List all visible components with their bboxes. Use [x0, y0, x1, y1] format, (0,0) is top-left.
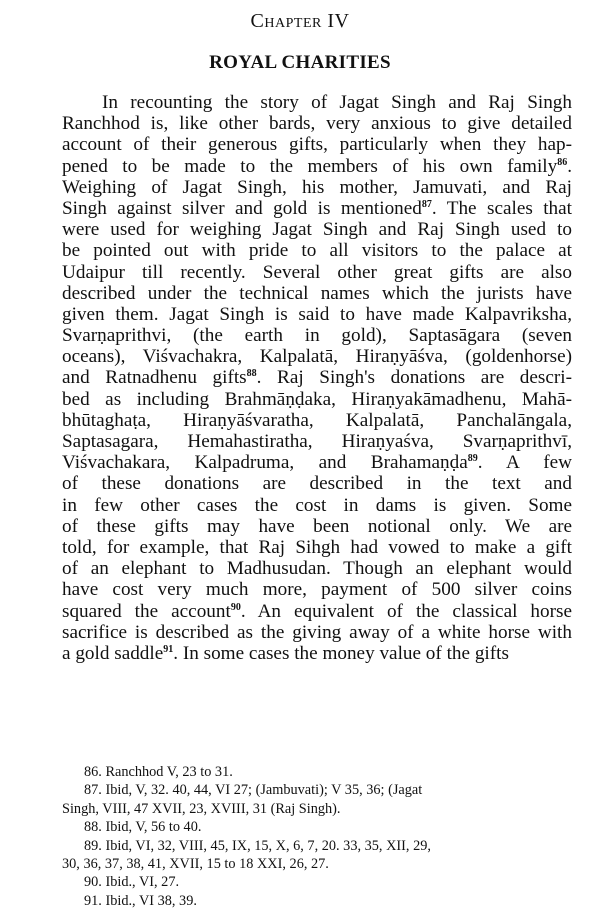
paragraph-line: [62, 283, 572, 304]
line-text: described under the technical names which the jurists have: [62, 282, 572, 304]
paragraph-line: [62, 219, 572, 240]
line-text-after: . A few: [477, 452, 572, 474]
paragraph-line: [62, 452, 572, 473]
line-text: told, for example, that Raj Sihgh had vowed to make a gift: [62, 536, 572, 558]
paragraph-line: [62, 389, 572, 410]
paragraph-line: [62, 240, 572, 261]
footnote-reference: 87: [421, 198, 432, 210]
paragraph-line: [62, 410, 572, 431]
line-text-after: . The scales that: [431, 197, 572, 219]
line-text: a gold saddle: [62, 642, 164, 664]
line-text: be pointed out with pride to all visitors to the palace at: [62, 240, 572, 262]
line-text: oceans), Viśvachakra, Kalpalatā, Hiraṇyāśva, (goldenhorse): [62, 346, 572, 368]
footnote: 87. Ibid, V, 32. 40, 44, VI 27; (Jambuvati); V 35, 36; (Jagat: [84, 782, 423, 799]
paragraph-line: [62, 558, 572, 579]
footnote: Singh, VIII, 47 XVII, 23, XVIII, 31 (Raj Singh).: [62, 800, 341, 817]
footnote-reference: 86: [557, 156, 568, 168]
line-text-after: .: [567, 155, 572, 177]
line-text: bed as including Brahmāṇḍaka, Hiraṇyakāmadhenu, Mahā-: [62, 388, 572, 410]
line-text: in few other cases the cost in dams is given. Some: [62, 494, 572, 516]
paragraph-line: [62, 113, 572, 134]
line-text: of an elephant to Madhusudan. Though an elephant would: [62, 558, 572, 580]
line-text-after: . In some cases the money value of the gifts: [173, 642, 509, 664]
line-text-after: . An equivalent of the classical horse: [240, 600, 572, 622]
line-text: Ranchhod is, like other bards, very anxious to give detailed: [62, 113, 572, 135]
line-text: Svarṇaprithvi, (the earth in gold), Saptasāgara (seven: [62, 325, 572, 347]
line-text: of these gifts may have been notional only. We are: [62, 515, 572, 537]
line-text: Udaipur till recently. Several other great gifts are also: [62, 261, 572, 283]
paragraph-line: [62, 516, 572, 537]
line-text: and Ratnadhenu gifts: [62, 367, 247, 389]
chapter-title: ROYAL CHARITIES: [209, 52, 391, 73]
line-text: were used for weighing Jagat Singh and Raj Singh used to: [62, 219, 572, 241]
line-text: account of their generous gifts, particularly when they hap-: [62, 134, 572, 156]
paragraph-line: [62, 156, 572, 177]
line-text: Weighing of Jagat Singh, his mother, Jamuvati, and Raj: [62, 176, 572, 198]
line-text: Viśvachakara, Kalpadruma, and Brahamaṇḍa: [62, 452, 468, 474]
paragraph-line: [62, 367, 572, 388]
paragraph-line: [62, 134, 572, 155]
footnote: 30, 36, 37, 38, 41, XVII, 15 to 18 XXI, 26, 27.: [62, 856, 329, 873]
line-text: In recounting the story of Jagat Singh and Raj Singh: [102, 92, 572, 113]
paragraph-line: [62, 601, 572, 622]
paragraph-line: [62, 325, 572, 346]
paragraph-line: [62, 431, 572, 452]
footnote: 88. Ibid, V, 56 to 40.: [84, 819, 202, 836]
paragraph-line: [62, 495, 572, 516]
paragraph-line: [62, 537, 572, 558]
chapter-heading: Chapter IV: [250, 10, 350, 32]
paragraph-line: [62, 643, 572, 664]
footnote: 86. Ranchhod V, 23 to 31.: [84, 764, 233, 780]
footnote: 91. Ibid., VI 38, 39.: [84, 892, 197, 909]
footnote: 90. Ibid., VI, 27.: [84, 874, 180, 891]
line-text: Saptasagara, Hemahastiratha, Hiraṇyaśva, Svarṇaprithvī,: [62, 431, 572, 452]
line-text: sacrifice is described as the giving away of a white horse with: [62, 621, 572, 643]
line-text: pened to be made to the members of his own family: [62, 155, 558, 177]
paragraph-line: [62, 304, 572, 325]
footnote-reference: 89: [467, 453, 478, 465]
line-text: have cost very much more, payment of 500 silver coins: [62, 579, 572, 601]
line-text: of these donations are described in the text and: [62, 473, 572, 495]
paragraph-line: [62, 262, 572, 283]
paragraph-line: [62, 346, 572, 367]
paragraph-line: [62, 473, 572, 494]
paragraph-line: [62, 579, 572, 600]
line-text: squared the account: [62, 600, 231, 622]
paragraph-line: [62, 177, 572, 198]
footnote: 89. Ibid, VI, 32, VIII, 45, IX, 15, X, 6, 7, 20. 33, 35, XII, 29,: [84, 837, 431, 854]
line-text: given them. Jagat Singh is said to have made Kalpavriksha,: [62, 303, 572, 325]
main-paragraph: [62, 92, 572, 664]
footnote-reference: 88: [246, 368, 257, 380]
line-text: Singh against silver and gold is mentioned: [62, 197, 422, 219]
paragraph-line: [62, 622, 572, 643]
line-text: bhūtaghaṭa, Hiraṇyāśvaratha, Kalpalatā, Panchalāngala,: [62, 409, 572, 431]
footnote-reference: 91: [163, 643, 174, 655]
line-text-after: . Raj Singh's donations are descri-: [256, 367, 572, 389]
footnotes: [62, 763, 572, 910]
paragraph-line: [62, 198, 572, 219]
paragraph-line: [62, 92, 572, 113]
footnote-reference: 90: [230, 601, 241, 613]
